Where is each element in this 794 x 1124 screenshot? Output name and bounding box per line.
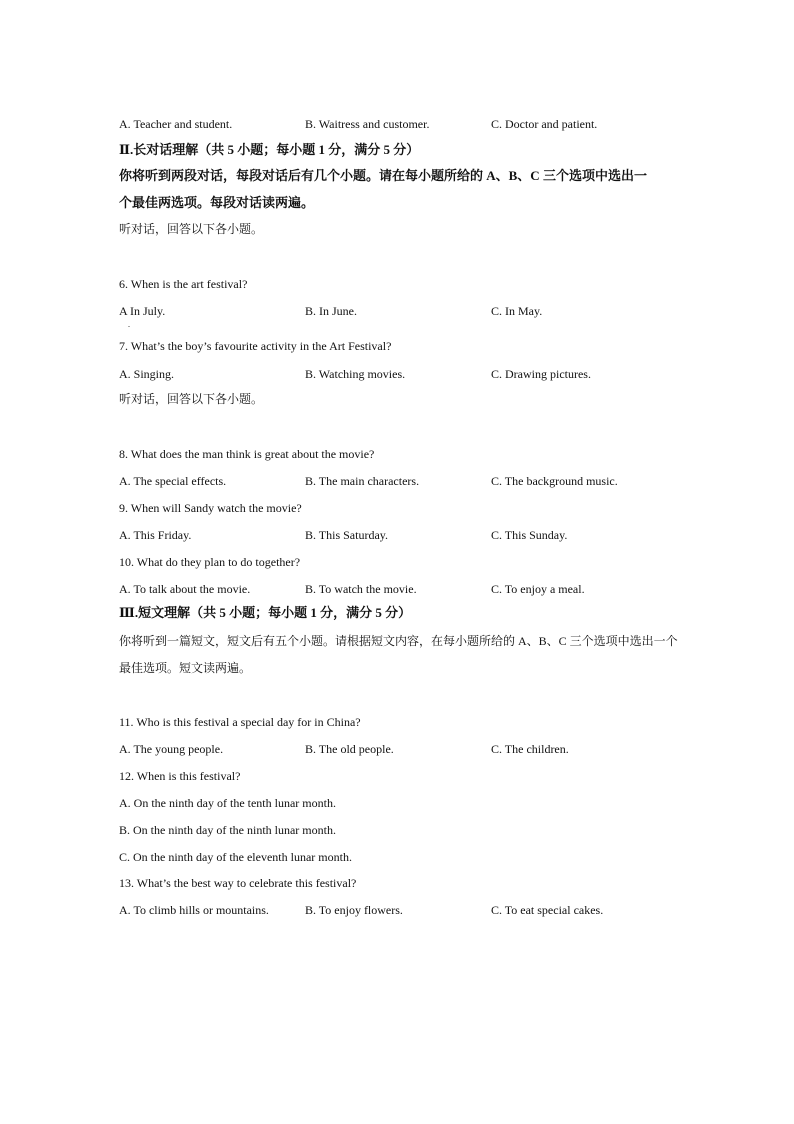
q6-option-b: B. In June. [305, 304, 357, 318]
section2-dialogue2-prompt: 听对话，回答以下各小题。 [119, 392, 264, 406]
q13-option-a: A. To climb hills or mountains. [119, 903, 269, 917]
q7-option-a: A. Singing. [119, 367, 175, 381]
q12-option-a: A. On the ninth day of the tenth lunar month. [119, 796, 336, 810]
q11-option-b: B. The old people. [305, 742, 394, 756]
q9-option-a: A. This Friday. [119, 528, 192, 542]
q9-option-b: B. This Saturday. [305, 528, 388, 542]
section3-instruction-line1: 你将听到一篇短文，短文后有五个小题。请根据短文内容，在每小题所给的 A、B、C 三个选项中选出一个 [119, 634, 678, 648]
q8-option-b: B. The main characters. [305, 474, 420, 488]
q11-question: 11. Who is this festival a special day for in China? [119, 715, 361, 729]
q13-option-c: C. To eat special cakes. [491, 903, 604, 917]
q8-option-a: A. The special effects. [119, 474, 227, 488]
q5-option-a: A. Teacher and student. [119, 117, 233, 131]
q12-question: 12. When is this festival? [119, 769, 241, 783]
q8-question: 8. What does the man think is great about the movie? [119, 447, 375, 461]
q8-option-c: C. The background music. [491, 474, 618, 488]
section2-dialogue1-prompt: 听对话，回答以下各小题。 [119, 222, 264, 236]
q13-option-b: B. To enjoy flowers. [305, 903, 403, 917]
q9-question: 9. When will Sandy watch the movie? [119, 501, 302, 515]
q12-option-b: B. On the ninth day of the ninth lunar month. [119, 823, 336, 837]
q5-option-b: B. Waitress and customer. [305, 117, 430, 131]
q6-question: 6. When is the art festival? [119, 277, 248, 291]
section2-instruction-line2: 个最佳两选项。每段对话读两遍。 [119, 195, 315, 210]
section2-instruction-line1: 你将听到两段对话，每段对话后有几个小题。请在每小题所给的 A、B、C 三个选项中选出一 [119, 168, 647, 183]
section2-heading: Ⅱ.长对话理解（共 5 小题；每小题 1 分，满分 5 分） [119, 142, 420, 157]
q9-option-c: C. This Sunday. [491, 528, 568, 542]
q6-option-c: C. In May. [491, 304, 543, 318]
q11-option-c: C. The children. [491, 742, 569, 756]
q6-option-a: A In July. [119, 304, 166, 318]
q5-option-c: C. Doctor and patient. [491, 117, 598, 131]
section3-heading: Ⅲ.短文理解（共 5 小题；每小题 1 分，满分 5 分） [119, 605, 412, 620]
section3-instruction-line2: 最佳选项。短文读两遍。 [119, 661, 252, 675]
q7-option-b: B. Watching movies. [305, 367, 406, 381]
q7-option-c: C. Drawing pictures. [491, 367, 591, 381]
q10-question: 10. What do they plan to do together? [119, 555, 301, 569]
q7-question: 7. What’s the boy’s favourite activity in the Art Festival? [119, 339, 392, 353]
q13-question: 13. What’s the best way to celebrate this festival? [119, 876, 357, 890]
q6-option-a-dot: . [128, 320, 130, 329]
q11-option-a: A. The young people. [119, 742, 224, 756]
q12-option-c: C. On the ninth day of the eleventh lunar month. [119, 850, 352, 864]
q10-option-b: B. To watch the movie. [305, 582, 417, 596]
q10-option-c: C. To enjoy a meal. [491, 582, 585, 596]
q10-option-a: A. To talk about the movie. [119, 582, 251, 596]
